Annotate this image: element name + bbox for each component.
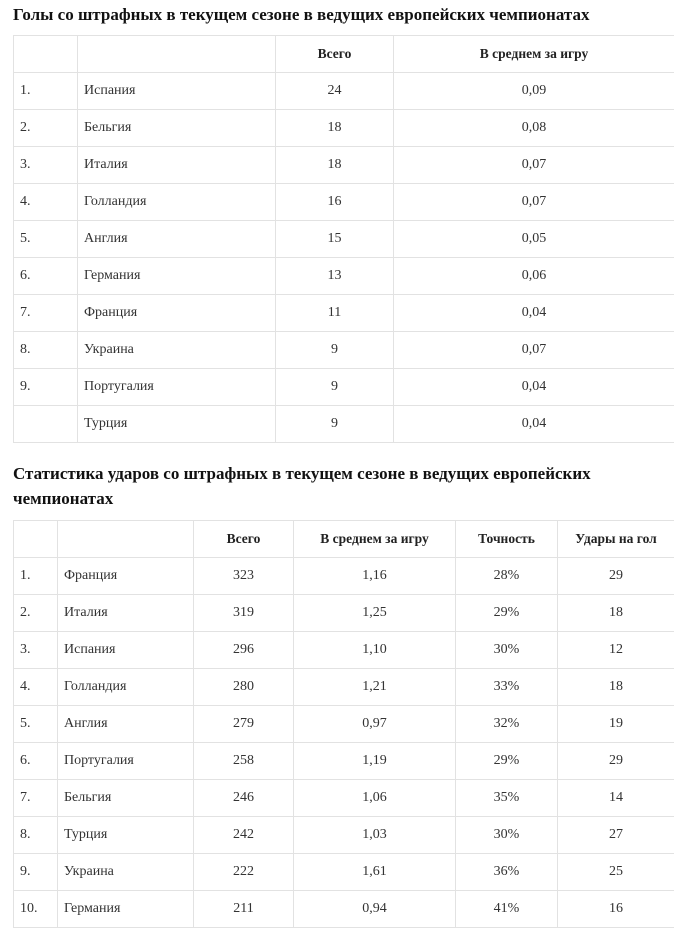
- total-cell: 9: [276, 369, 394, 406]
- avg-cell: 0,07: [394, 147, 674, 184]
- total-cell: 13: [276, 258, 394, 295]
- rank-cell: 7.: [14, 295, 78, 332]
- avg-cell: 0,04: [394, 369, 674, 406]
- rank-cell: 8.: [14, 332, 78, 369]
- shots-per-goal-cell: 29: [558, 558, 674, 595]
- country-cell: Англия: [58, 706, 194, 743]
- accuracy-cell: 36%: [456, 854, 558, 891]
- avg-cell: 1,06: [294, 780, 456, 817]
- rank-cell: 2.: [14, 595, 58, 632]
- country-cell: Португалия: [58, 743, 194, 780]
- total-cell: 18: [276, 147, 394, 184]
- total-cell: 211: [194, 891, 294, 928]
- avg-cell: 1,25: [294, 595, 456, 632]
- table1-header-rank: [14, 36, 78, 73]
- rank-cell: 8.: [14, 817, 58, 854]
- country-cell: Голландия: [78, 184, 276, 221]
- table-row: [14, 110, 674, 147]
- table2-header-row: [14, 521, 674, 558]
- table-row: [14, 780, 674, 817]
- country-cell: Португалия: [78, 369, 276, 406]
- total-cell: 24: [276, 73, 394, 110]
- avg-cell: 1,61: [294, 854, 456, 891]
- rank-cell: 3.: [14, 632, 58, 669]
- total-cell: 18: [276, 110, 394, 147]
- shots-per-goal-cell: 12: [558, 632, 674, 669]
- avg-cell: 1,10: [294, 632, 456, 669]
- table2-title: Статистика ударов со штрафных в текущем сезоне в ведущих европейских чемпионатах: [13, 461, 668, 511]
- table-row: [14, 632, 674, 669]
- rank-cell: 5.: [14, 706, 58, 743]
- avg-cell: 0,05: [394, 221, 674, 258]
- avg-cell: 0,04: [394, 295, 674, 332]
- free-kick-goals-table: [13, 35, 674, 443]
- accuracy-cell: 30%: [456, 817, 558, 854]
- accuracy-cell: 29%: [456, 595, 558, 632]
- shots-per-goal-cell: 18: [558, 669, 674, 706]
- table-row: [14, 406, 674, 443]
- avg-cell: 1,03: [294, 817, 456, 854]
- rank-cell: 2.: [14, 110, 78, 147]
- total-cell: 16: [276, 184, 394, 221]
- table2-header-shots-per-goal: Удары на гол: [558, 521, 674, 558]
- total-cell: 323: [194, 558, 294, 595]
- total-cell: 319: [194, 595, 294, 632]
- country-cell: Франция: [78, 295, 276, 332]
- rank-cell: 3.: [14, 147, 78, 184]
- table1-header-row: [14, 36, 674, 73]
- table-row: [14, 147, 674, 184]
- rank-cell: 5.: [14, 221, 78, 258]
- table2-header-rank: [14, 521, 58, 558]
- country-cell: Италия: [58, 595, 194, 632]
- table-row: [14, 817, 674, 854]
- avg-cell: 0,07: [394, 184, 674, 221]
- table-row: [14, 743, 674, 780]
- rank-cell: 4.: [14, 669, 58, 706]
- table2-header-total: Всего: [194, 521, 294, 558]
- shots-per-goal-cell: 18: [558, 595, 674, 632]
- rank-cell: 9.: [14, 369, 78, 406]
- rank-cell: 9.: [14, 854, 58, 891]
- accuracy-cell: 30%: [456, 632, 558, 669]
- table-row: [14, 558, 674, 595]
- avg-cell: 0,07: [394, 332, 674, 369]
- country-cell: Италия: [78, 147, 276, 184]
- avg-cell: 0,06: [394, 258, 674, 295]
- total-cell: 9: [276, 406, 394, 443]
- table-row: [14, 595, 674, 632]
- country-cell: Германия: [78, 258, 276, 295]
- table-row: [14, 332, 674, 369]
- table1-header-total: Всего: [276, 36, 394, 73]
- total-cell: 296: [194, 632, 294, 669]
- avg-cell: 0,09: [394, 73, 674, 110]
- total-cell: 242: [194, 817, 294, 854]
- avg-cell: 1,21: [294, 669, 456, 706]
- rank-cell: 1.: [14, 558, 58, 595]
- total-cell: 279: [194, 706, 294, 743]
- avg-cell: 0,04: [394, 406, 674, 443]
- total-cell: 15: [276, 221, 394, 258]
- rank-cell: 7.: [14, 780, 58, 817]
- accuracy-cell: 41%: [456, 891, 558, 928]
- rank-cell: 4.: [14, 184, 78, 221]
- total-cell: 11: [276, 295, 394, 332]
- table1-header-country: [78, 36, 276, 73]
- table-row: [14, 669, 674, 706]
- accuracy-cell: 33%: [456, 669, 558, 706]
- shots-per-goal-cell: 19: [558, 706, 674, 743]
- country-cell: Испания: [78, 73, 276, 110]
- rank-cell: 1.: [14, 73, 78, 110]
- rank-cell: [14, 406, 78, 443]
- table-row: [14, 184, 674, 221]
- country-cell: Украина: [58, 854, 194, 891]
- table-row: [14, 295, 674, 332]
- table1-title: Голы со штрафных в текущем сезоне в ведущих европейских чемпионатах: [13, 2, 668, 27]
- avg-cell: 1,16: [294, 558, 456, 595]
- country-cell: Бельгия: [78, 110, 276, 147]
- table-row: [14, 706, 674, 743]
- total-cell: 258: [194, 743, 294, 780]
- table-row: [14, 258, 674, 295]
- accuracy-cell: 32%: [456, 706, 558, 743]
- country-cell: Турция: [58, 817, 194, 854]
- table1-header-avg: В среднем за игру: [394, 36, 674, 73]
- shots-per-goal-cell: 14: [558, 780, 674, 817]
- total-cell: 246: [194, 780, 294, 817]
- table-row: [14, 73, 674, 110]
- table2-header-country: [58, 521, 194, 558]
- country-cell: Англия: [78, 221, 276, 258]
- rank-cell: 6.: [14, 743, 58, 780]
- shots-per-goal-cell: 16: [558, 891, 674, 928]
- accuracy-cell: 35%: [456, 780, 558, 817]
- country-cell: Голландия: [58, 669, 194, 706]
- avg-cell: 0,97: [294, 706, 456, 743]
- shots-per-goal-cell: 25: [558, 854, 674, 891]
- country-cell: Испания: [58, 632, 194, 669]
- table-row: [14, 221, 674, 258]
- rank-cell: 6.: [14, 258, 78, 295]
- table-row: [14, 891, 674, 928]
- total-cell: 280: [194, 669, 294, 706]
- shots-per-goal-cell: 27: [558, 817, 674, 854]
- country-cell: Турция: [78, 406, 276, 443]
- avg-cell: 0,94: [294, 891, 456, 928]
- table2-header-accuracy: Точность: [456, 521, 558, 558]
- country-cell: Украина: [78, 332, 276, 369]
- total-cell: 222: [194, 854, 294, 891]
- table-row: [14, 369, 674, 406]
- avg-cell: 1,19: [294, 743, 456, 780]
- accuracy-cell: 28%: [456, 558, 558, 595]
- table2-header-avg: В среднем за игру: [294, 521, 456, 558]
- rank-cell: 10.: [14, 891, 58, 928]
- table-row: [14, 854, 674, 891]
- shots-per-goal-cell: 29: [558, 743, 674, 780]
- country-cell: Бельгия: [58, 780, 194, 817]
- country-cell: Германия: [58, 891, 194, 928]
- accuracy-cell: 29%: [456, 743, 558, 780]
- free-kick-shots-table: [13, 520, 674, 928]
- avg-cell: 0,08: [394, 110, 674, 147]
- total-cell: 9: [276, 332, 394, 369]
- country-cell: Франция: [58, 558, 194, 595]
